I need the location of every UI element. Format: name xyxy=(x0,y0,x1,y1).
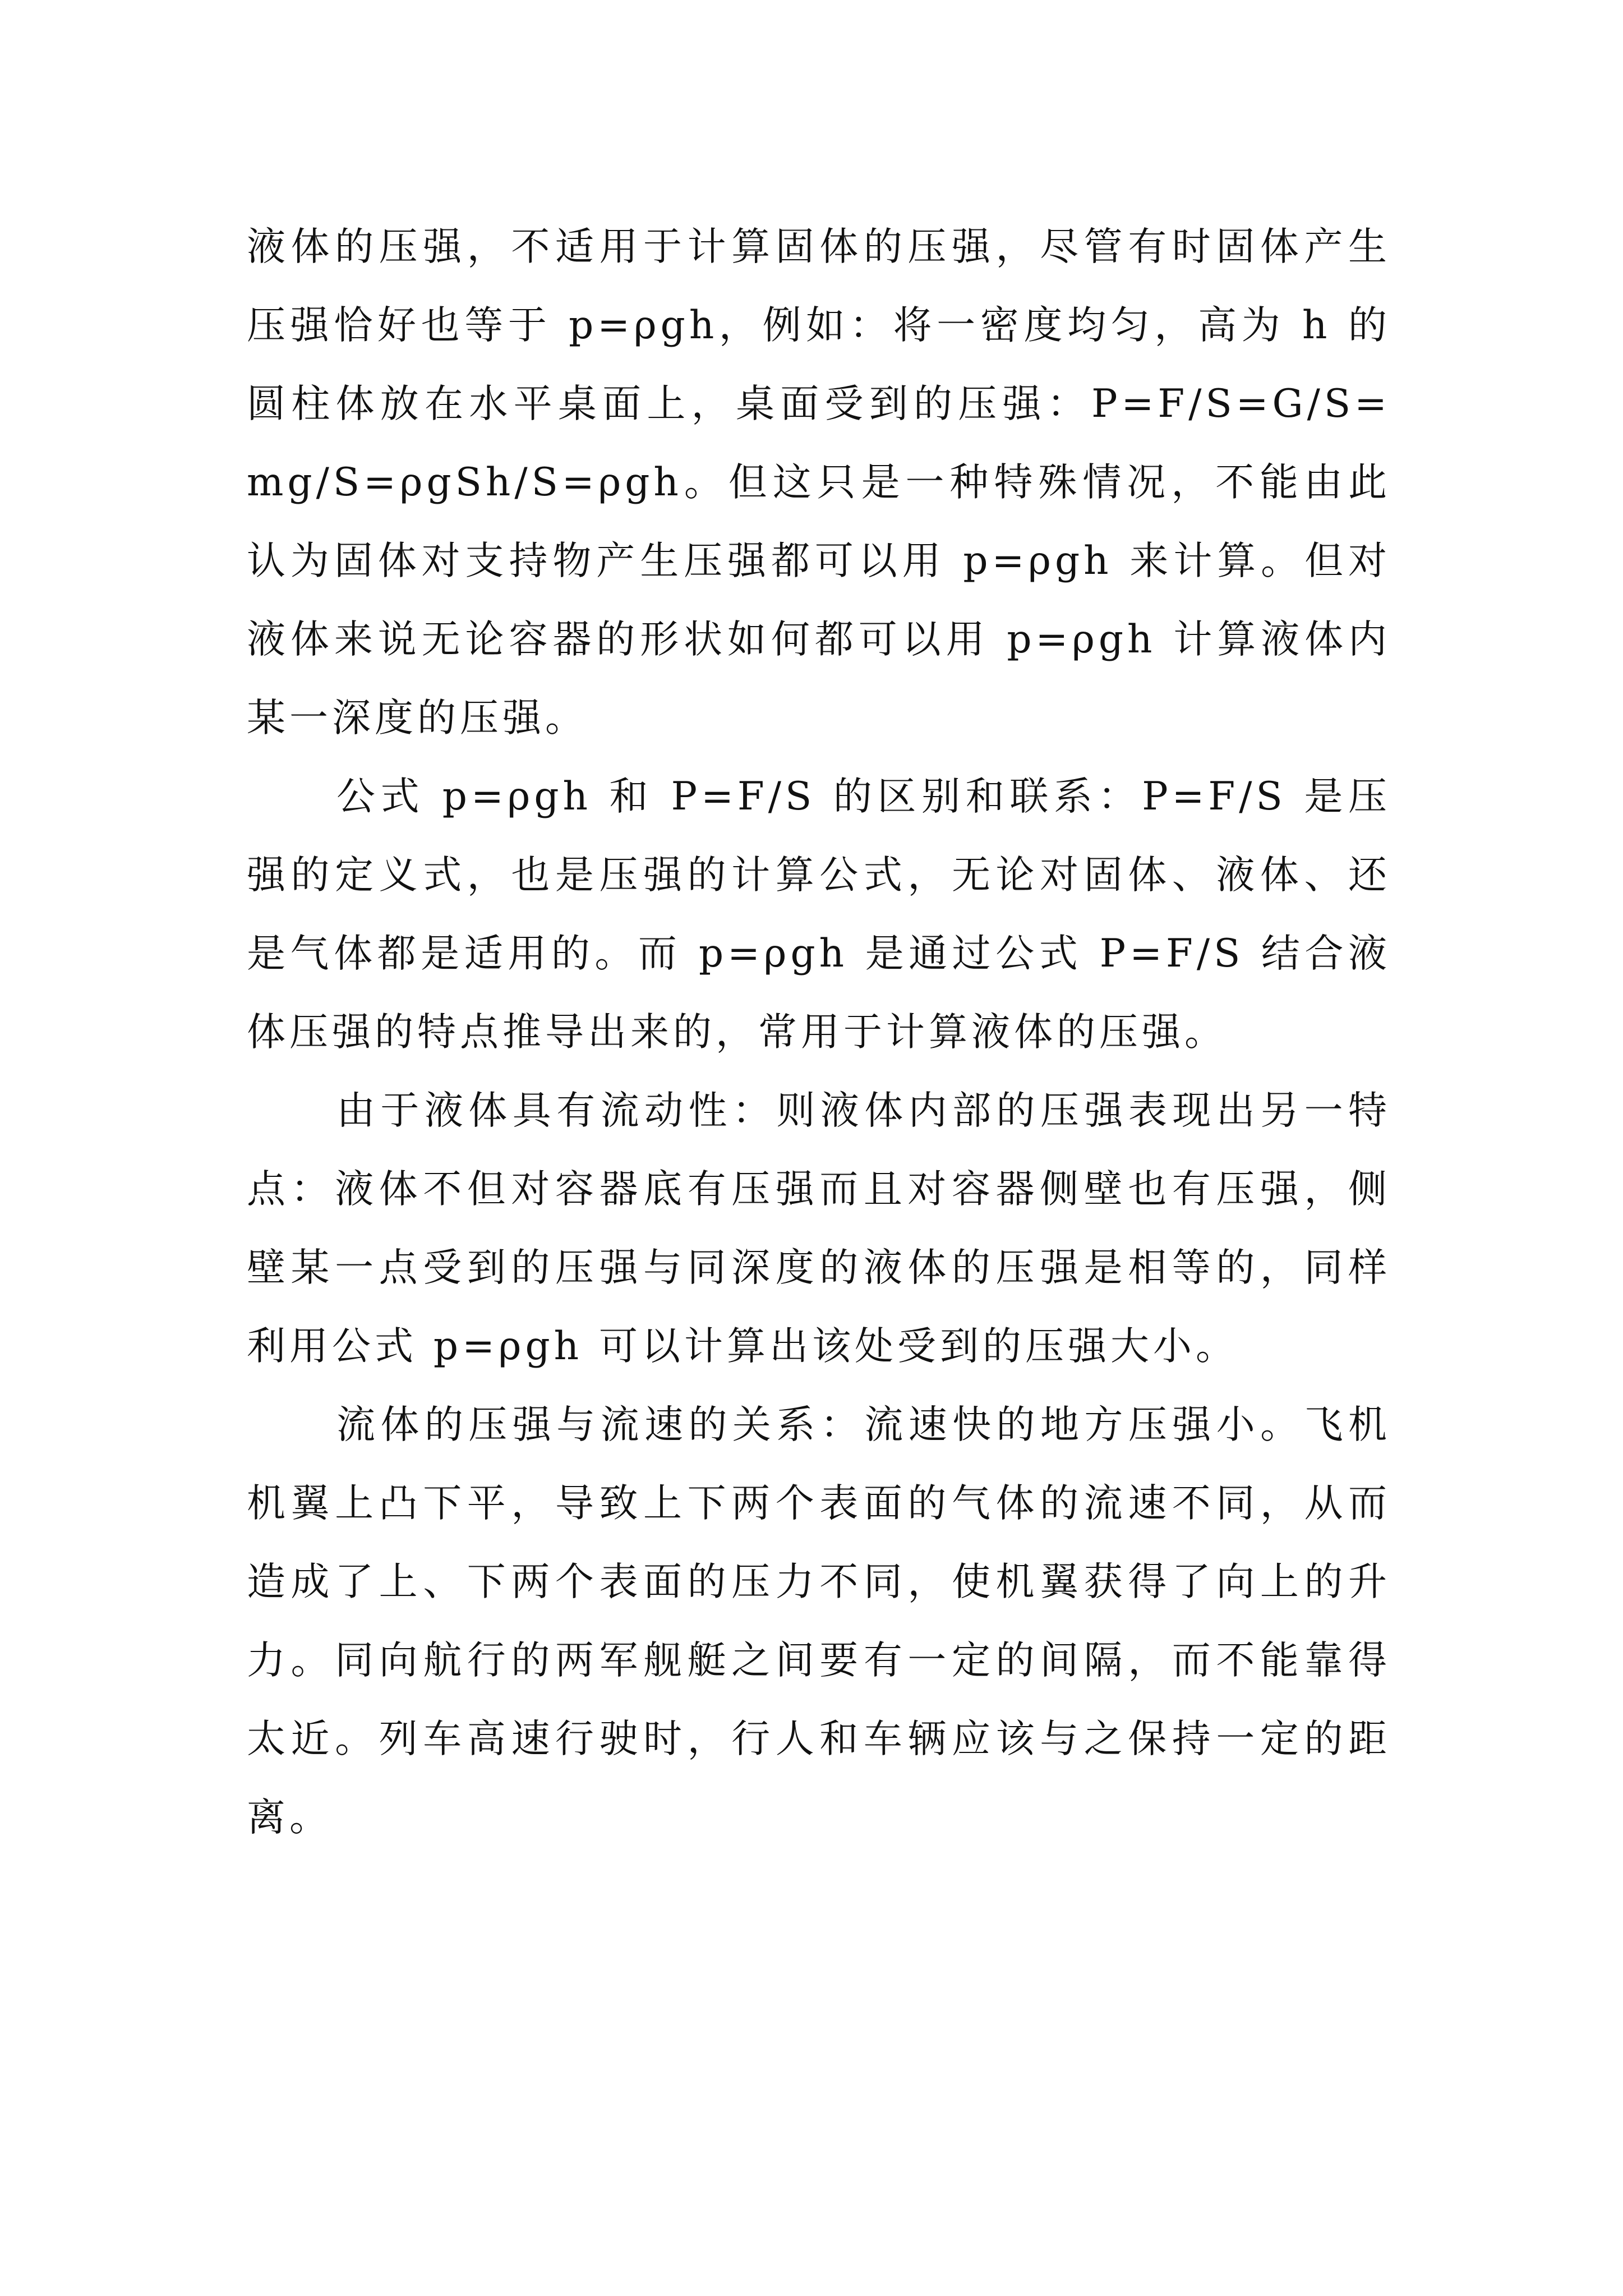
paragraph-side-wall-pressure: 由于液体具有流动性：则液体内部的压强表现出另一特点：液体不但对容器底有压强而且对容器侧壁也有压强，侧壁某一点受到的压强与同深度的液体的压强是相等的，同样利用公式 p=ρgh 可以计算出该处受到的压强大小。 xyxy=(247,1088,1391,1369)
paragraph-fluid-velocity-pressure: 流体的压强与流速的关系：流速快的地方压强小。飞机机翼上凸下平，导致上下两个表面的气体的流速不同，从而造成了上、下两个表面的压力不同，使机翼获得了向上的升力。同向航行的两军舰艇之间要有一定的间隔，而不能靠得太近。列车高速行驶时，行人和车辆应该与之保持一定的距离。 xyxy=(247,1402,1391,1840)
document-body xyxy=(247,208,1391,1857)
paragraph-formula-comparison: 公式 p=ρgh 和 P=F/S 的区别和联系：P=F/S 是压强的定义式，也是压强的计算公式，无论对固体、液体、还是气体都是适用的。而 p=ρgh 是通过公式 P=F/S 结合液体压强的特点推导出来的，常用于计算液体的压强。 xyxy=(247,774,1391,1055)
paragraph-liquid-pressure-formula: 液体的压强，不适用于计算固体的压强，尽管有时固体产生压强恰好也等于 p=ρgh，例如：将一密度均匀，高为 h 的圆柱体放在水平桌面上，桌面受到的压强：P=F/S=G/S=mg/S=ρgSh/S=ρgh。但这只是一种特殊情况，不能由此认为固体对支持物产生压强都可以用 p=ρgh 来计算。但对液体来说无论容器的形状如何都可以用 p=ρgh 计算液体内某一深度的压强。 xyxy=(247,224,1391,740)
